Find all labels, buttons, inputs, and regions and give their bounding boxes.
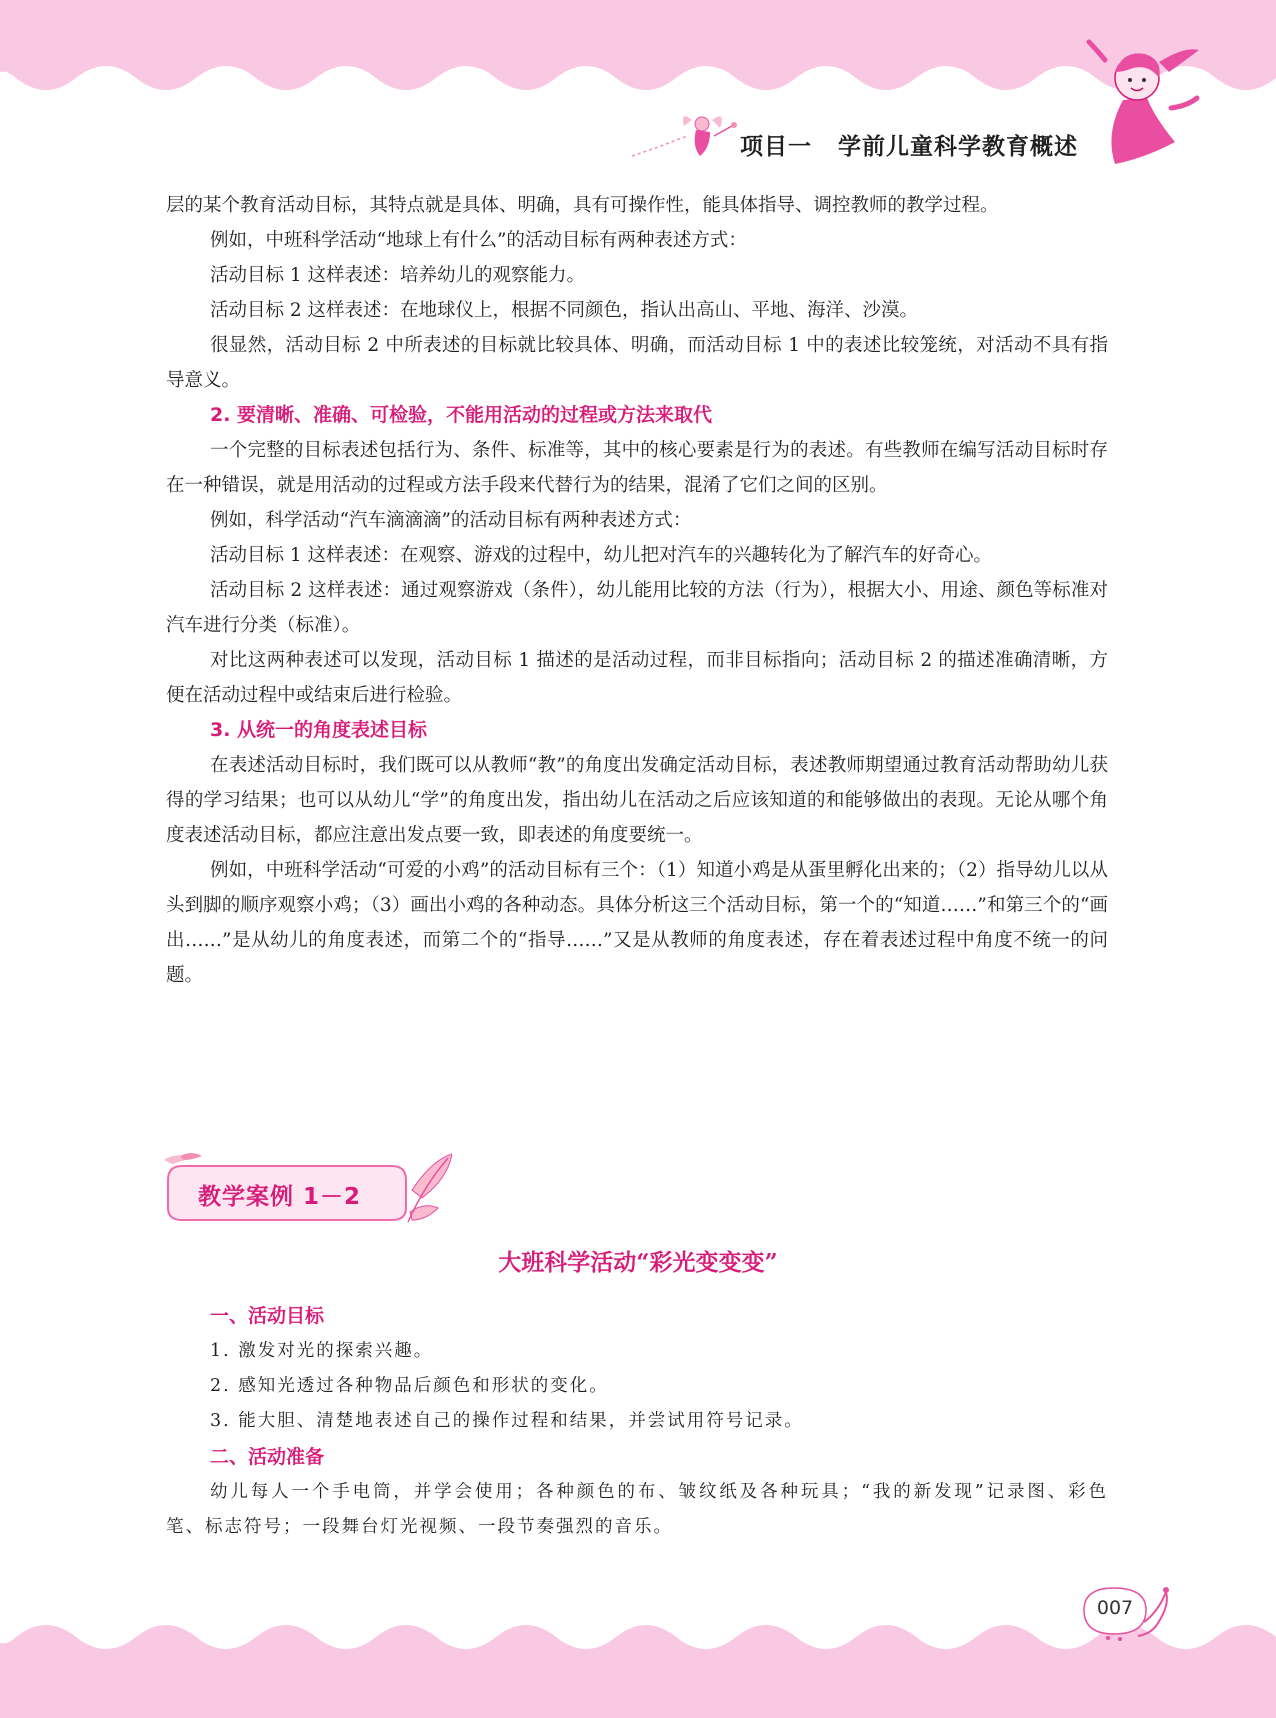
running-header (740, 128, 1078, 161)
paragraph: 活动目标 1 这样表述：在观察、游戏的过程中，幼儿把对汽车的兴趣转化为了解汽车的好奇心。 (210, 545, 993, 566)
activity-title: 大班科学活动“彩光变变变” (498, 1249, 778, 1276)
case-label: 教学案例 1－2 (198, 1184, 362, 1210)
section-heading: 3. 从统一的角度表述目标 (210, 719, 428, 741)
header-title: 学前儿童科学教育概述 (838, 134, 1078, 160)
paragraph: 层的某个教育活动目标，其特点就是具体、明确，具有可操作性，能具体指导、调控教师的教学过程。 (166, 195, 999, 216)
page-number: 007 (1096, 1597, 1134, 1619)
goal-item: 3. 能大胆、清楚地表述自己的操作过程和结果，并尝试用符号记录。 (210, 1411, 804, 1431)
flying-girl-illustration (1075, 38, 1205, 166)
section-heading: 2. 要清晰、准确、可检验，不能用活动的过程或方法来取代 (210, 404, 713, 426)
fairy-decoration-icon (632, 106, 742, 168)
paragraph: 例如，中班科学活动“可爱的小鸡”的活动目标有三个：（1）知道小鸡是从蛋里孵化出来的；（2）指导幼儿以从头到脚的顺序观察小鸡；（3）画出小鸡的各种动态。具体分析这三个活动目标，第一个的“知道……”和第三个的“画出……”是从幼儿的角度表述，而第二个的“指导……”又是从教师的角度表述，存在着表述过程中角度不统一的问题。 (166, 860, 1108, 986)
case-content (166, 1298, 1108, 1545)
paragraph: 活动目标 2 这样表述：通过观察游戏（条件），幼儿能用比较的方法（行为），根据大小、用途、颜色等标准对汽车进行分类（标准）。 (166, 580, 1108, 636)
prep-heading: 二、活动准备 (210, 1446, 325, 1468)
paragraph: 在表述活动目标时，我们既可以从教师“教”的角度出发确定活动目标，表述教师期望通过教育活动帮助幼儿获得的学习结果；也可以从幼儿“学”的角度出发，指出幼儿在活动之后应该知道的和能够做出的表现。无论从哪个角度表述活动目标，都应注意出发点要一致，即表述的角度要统一。 (166, 755, 1108, 846)
header-project: 项目一 (740, 134, 812, 160)
goals-heading: 一、活动目标 (210, 1305, 325, 1327)
prep-paragraph: 幼儿每人一个手电筒，并学会使用；各种颜色的布、皱纹纸及各种玩具；“我的新发现”记录图、彩色笔、标志符号；一段舞台灯光视频、一段节奏强烈的音乐。 (166, 1482, 1108, 1537)
paragraph: 一个完整的目标表述包括行为、条件、标准等，其中的核心要素是行为的表述。有些教师在编写活动目标时存在一种错误，就是用活动的过程或方法手段来代替行为的结果，混淆了它们之间的区别。 (166, 440, 1108, 496)
goal-item: 1. 激发对光的探索兴趣。 (210, 1341, 434, 1361)
paragraph: 例如，中班科学活动“地球上有什么”的活动目标有两种表述方式： (210, 230, 747, 251)
main-content (166, 188, 1108, 993)
paragraph: 例如，科学活动“汽车滴滴滴”的活动目标有两种表述方式： (210, 510, 692, 531)
paragraph: 活动目标 1 这样表述：培养幼儿的观察能力。 (210, 265, 586, 286)
paragraph: 对比这两种表述可以发现，活动目标 1 描述的是活动过程，而非目标指向；活动目标 2 的描述准确清晰，方便在活动过程中或结束后进行检验。 (166, 650, 1108, 706)
paragraph: 很显然，活动目标 2 中所表述的目标就比较具体、明确，而活动目标 1 中的表述比较笼统，对活动不具有指导意义。 (166, 335, 1108, 391)
goal-item: 2. 感知光透过各种物品后颜色和形状的变化。 (210, 1376, 609, 1396)
paragraph: 活动目标 2 这样表述：在地球仪上，根据不同颜色，指认出高山、平地、海洋、沙漠。 (210, 300, 919, 321)
